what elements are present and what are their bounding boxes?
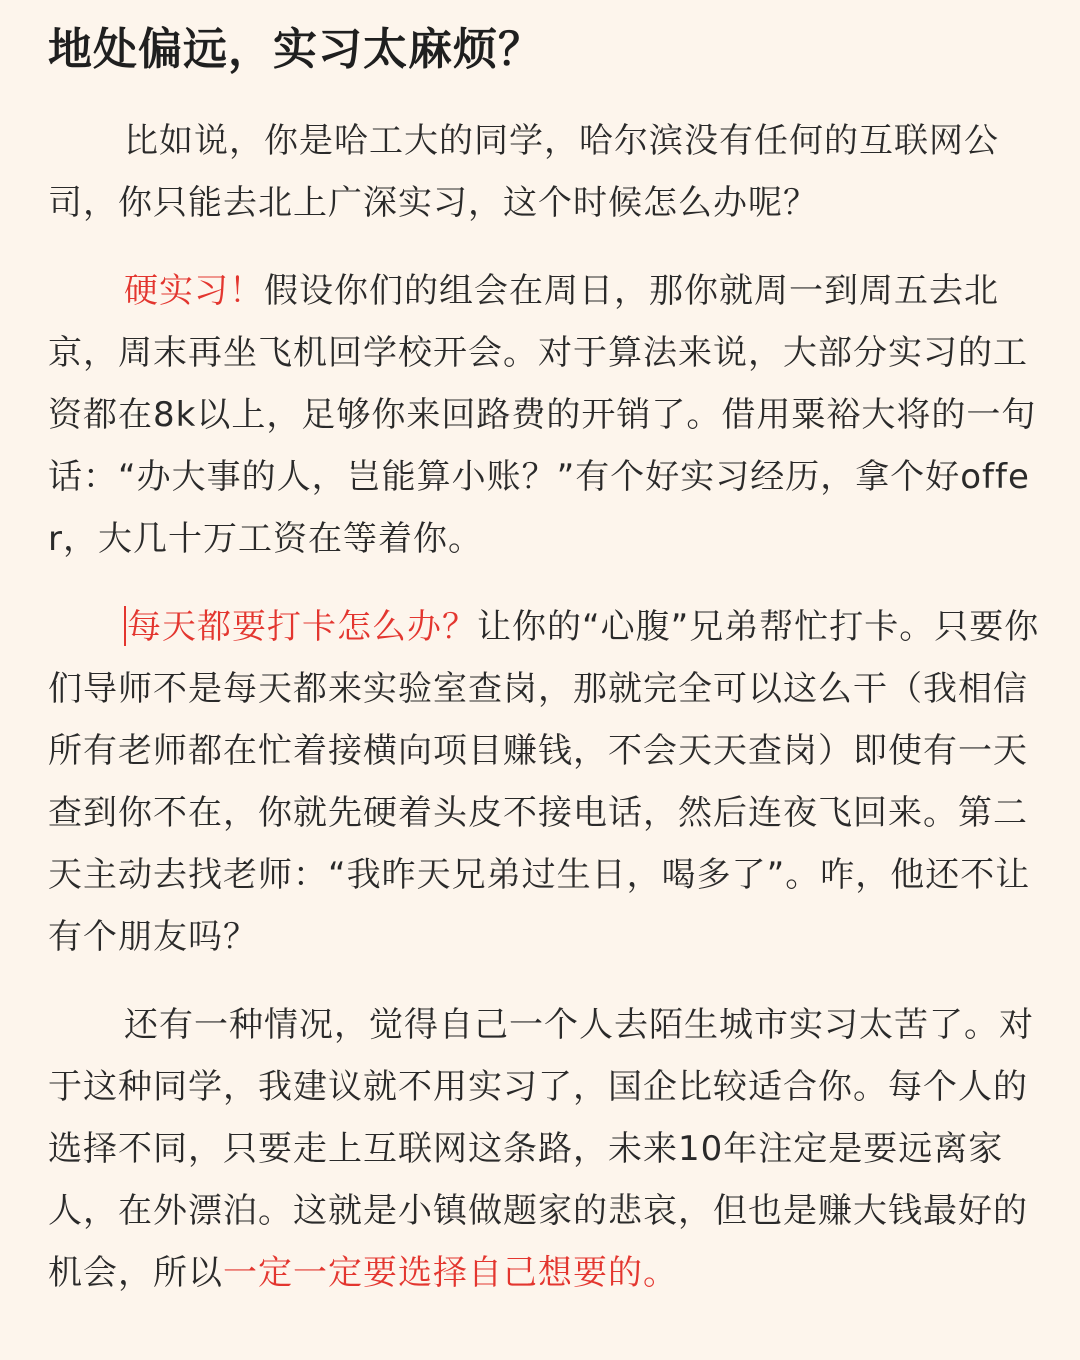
paragraph-3 [48,596,1044,968]
highlight-choose-what-you-want: 一定一定要选择自己想要的。 [223,1253,678,1293]
article-title: 地处偏远，实习太麻烦？ [48,24,543,75]
paragraph-4 [48,994,1044,1304]
paragraph-3-text: 让你的“心腹”兄弟帮忙打卡。只要你们导师不是每天都来实验室查岗，那就完全可以这么干（我相信所有老师都在忙着接横向项目赚钱，不会天天查岗）即使有一天查到你不在，你就先硬着头皮不接电话，然后连夜飞回来。第二天主动去找老师：“我昨天兄弟过生日，喝多了”。咋，他还不让有个朋友吗？ [48,607,1040,957]
text-cursor [124,606,126,646]
highlight-hard-internship: 硬实习！ [124,271,264,311]
paragraph-1-text: 比如说，你是哈工大的同学，哈尔滨没有任何的互联网公司，你只能去北上广深实习，这个时候怎么办呢？ [48,121,999,223]
paragraph-2-text: 假设你们的组会在周日，那你就周一到周五去北京，周末再坐飞机回学校开会。对于算法来说，大部分实习的工资都在8k以上，足够你来回路费的开销了。借用粟裕大将的一句话：“办大事的人，岂能算小账？”有个好实习经历，拿个好offer，大几十万工资在等着你。 [48,271,1037,559]
paragraph-2 [48,260,1044,570]
highlight-daily-checkin: 每天都要打卡怎么办？ [127,607,477,647]
paragraph-4-text: 还有一种情况，觉得自己一个人去陌生城市实习太苦了。对于这种同学，我建议就不用实习了，国企比较适合你。每个人的选择不同，只要走上互联网这条路，未来10年注定是要远离家人，在外漂泊。这就是小镇做题家的悲哀，但也是赚大钱最好的机会，所以 [48,1005,1034,1293]
paragraph-1 [48,110,1044,234]
